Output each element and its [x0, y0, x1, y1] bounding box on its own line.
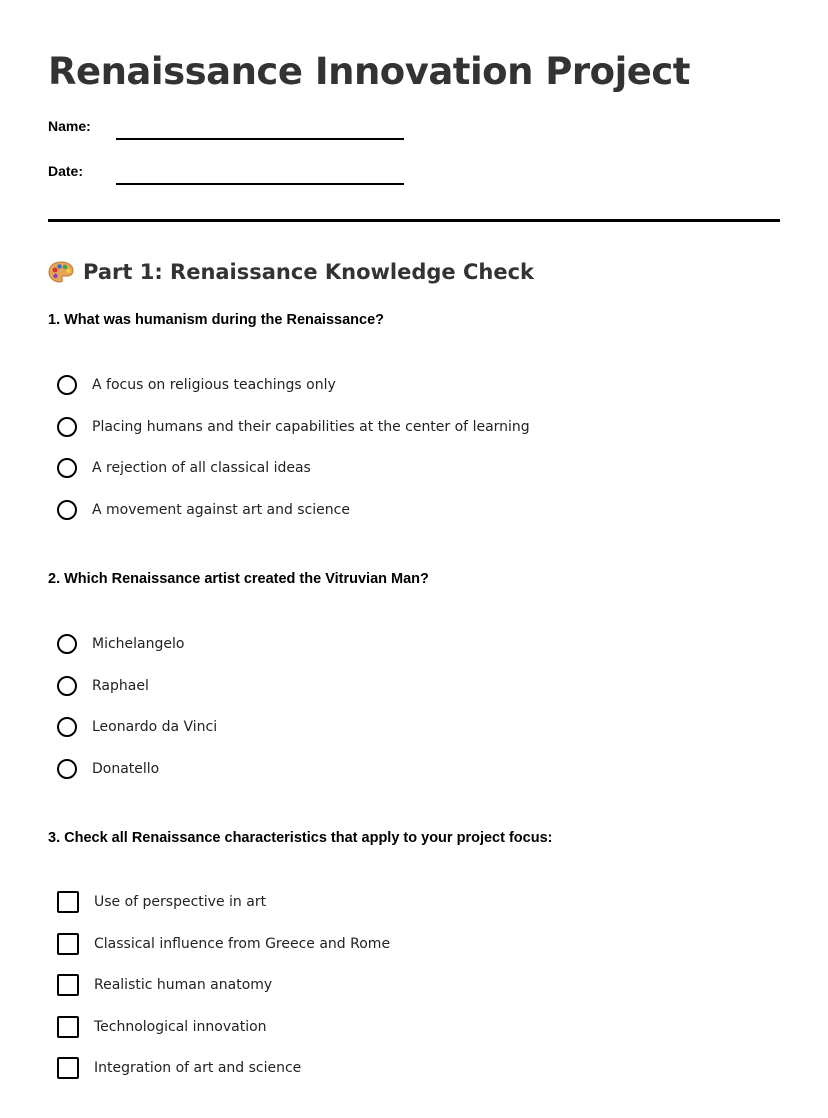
- question-1: 1. What was humanism during the Renaissance?: [48, 312, 384, 328]
- q1-option-3[interactable]: [57, 455, 311, 481]
- radio-button[interactable]: [57, 717, 77, 737]
- option-label: Michelangelo: [92, 636, 185, 652]
- radio-button[interactable]: [57, 759, 77, 779]
- q1-option-4[interactable]: [57, 497, 350, 523]
- q2-option-2[interactable]: [57, 673, 149, 699]
- q3-option-5[interactable]: [57, 1055, 301, 1081]
- header-divider: [48, 219, 780, 222]
- checkbox[interactable]: [57, 891, 79, 913]
- q3-option-1[interactable]: [57, 889, 266, 915]
- page-title: Renaissance Innovation Project: [48, 50, 690, 93]
- q2-option-1[interactable]: [57, 631, 184, 657]
- option-label: Donatello: [92, 761, 160, 777]
- checkbox[interactable]: [57, 1016, 79, 1038]
- option-label: Classical influence from Greece and Rome: [94, 936, 391, 952]
- q3-option-2[interactable]: [57, 931, 390, 957]
- section-title-text: Part 1: Renaissance Knowledge Check: [83, 260, 535, 284]
- radio-button[interactable]: [57, 676, 77, 696]
- option-label: Raphael: [92, 678, 149, 694]
- question-2: 2. Which Renaissance artist created the Vitruvian Man?: [48, 571, 429, 587]
- date-label: Date:: [48, 163, 84, 179]
- option-label: Placing humans and their capabilities at the center of learning: [92, 419, 530, 435]
- q1-option-2[interactable]: [57, 414, 530, 440]
- radio-button[interactable]: [57, 634, 77, 654]
- option-label: A rejection of all classical ideas: [92, 460, 311, 476]
- option-label: Technological innovation: [94, 1019, 267, 1035]
- date-input-line[interactable]: [116, 183, 404, 185]
- option-label: A movement against art and science: [92, 502, 350, 518]
- q2-option-4[interactable]: [57, 756, 159, 782]
- radio-button[interactable]: [57, 375, 77, 395]
- q3-option-4[interactable]: [57, 1014, 267, 1040]
- palette-icon: [48, 260, 74, 284]
- radio-button[interactable]: [57, 458, 77, 478]
- checkbox[interactable]: [57, 974, 79, 996]
- q2-option-3[interactable]: [57, 714, 217, 740]
- date-field[interactable]: [48, 163, 408, 193]
- option-label: Leonardo da Vinci: [92, 719, 218, 735]
- radio-button[interactable]: [57, 500, 77, 520]
- q1-option-1[interactable]: [57, 372, 336, 398]
- option-label: Use of perspective in art: [94, 894, 267, 910]
- section-title: [48, 258, 534, 286]
- radio-button[interactable]: [57, 417, 77, 437]
- option-label: A focus on religious teachings only: [92, 377, 336, 393]
- name-field[interactable]: [48, 118, 408, 148]
- name-input-line[interactable]: [116, 138, 404, 140]
- question-3: 3. Check all Renaissance characteristics that apply to your project focus:: [48, 830, 553, 846]
- checkbox[interactable]: [57, 933, 79, 955]
- q3-option-3[interactable]: [57, 972, 272, 998]
- checkbox[interactable]: [57, 1057, 79, 1079]
- option-label: Realistic human anatomy: [94, 977, 273, 993]
- option-label: Integration of art and science: [94, 1060, 302, 1076]
- name-label: Name:: [48, 118, 91, 134]
